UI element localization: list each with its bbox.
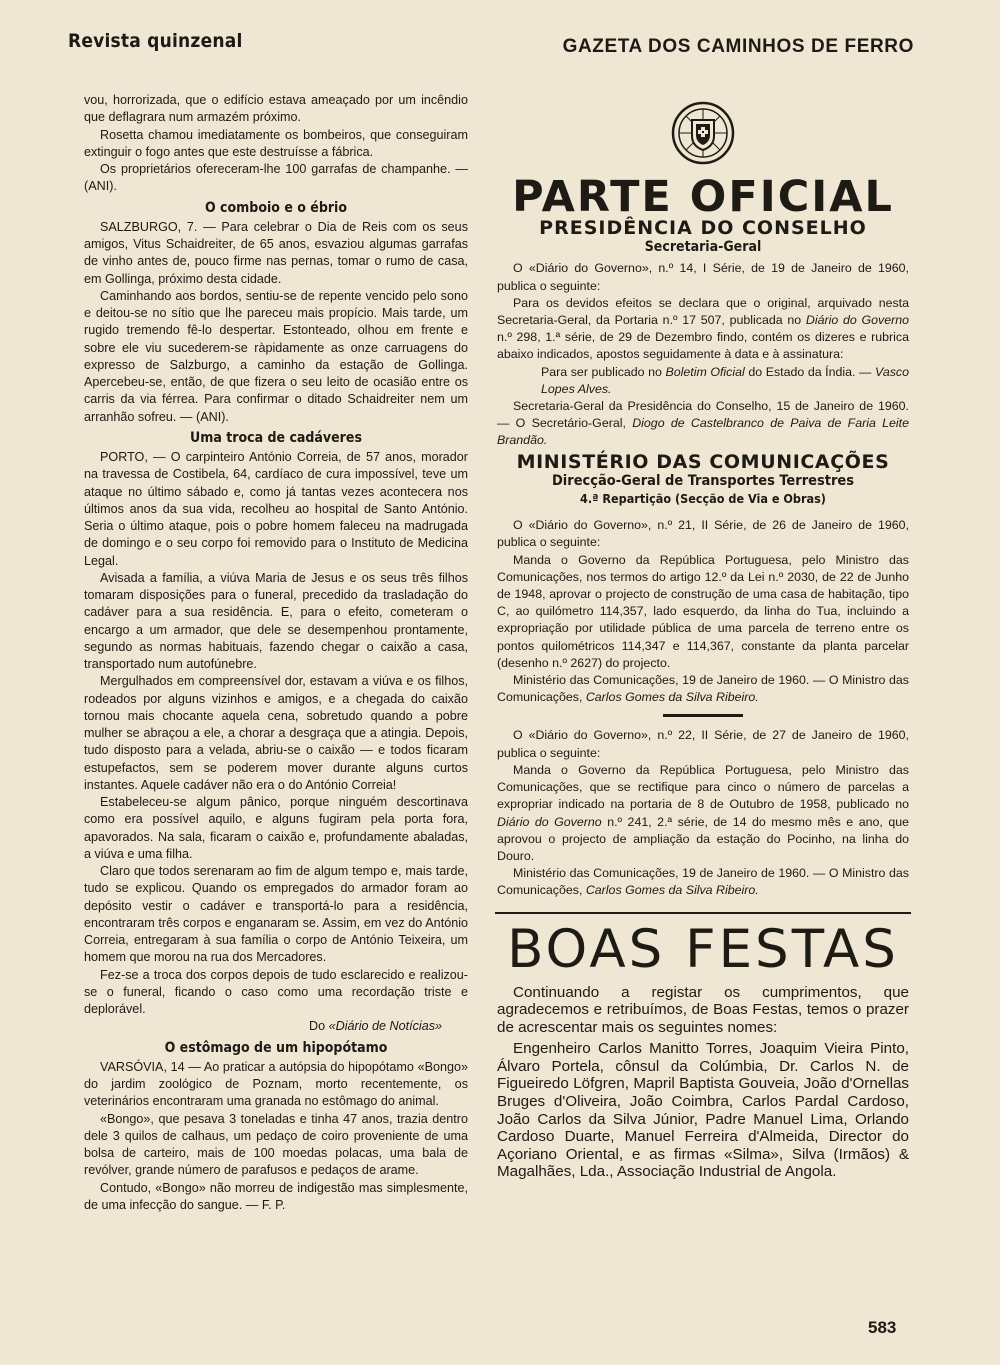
sig-source: «Diário de Notícias» bbox=[328, 1019, 442, 1034]
text: do Estado da Índia. — bbox=[744, 364, 876, 379]
text: Secretaria-Geral da Presidência do Conselho, 15 de Janeiro de 1960. — O Secretário-Geral, bbox=[497, 399, 909, 431]
coat-of-arms-emblem bbox=[670, 100, 736, 166]
division-heading: 4.ª Repartição (Secção de Via e Obras) bbox=[580, 491, 826, 507]
paragraph: «Bongo», que pesava 3 toneladas e tinha 47 anos, trazia dentro dele 3 quilos de calhaus, um pedaço de coiro proveniente de uma bolsa de carteiro, mais de 100 moedas polacas, uma bala de revólver, grande número de parafusos e pedaços de arame. bbox=[84, 1111, 468, 1178]
italic-text: Boletim Oficial bbox=[665, 364, 745, 379]
text: Para os devidos efeitos se declara que o original, arquivado nesta Secretaria-Geral, da Portaria n.º 17 507, publicada no bbox=[497, 295, 909, 328]
divider bbox=[495, 912, 911, 914]
italic-text: Diário do Governo bbox=[497, 814, 602, 829]
separator-rule bbox=[663, 714, 743, 717]
paragraph: Engenheiro Carlos Manitto Torres, Joaquim Vieira Pinto, Álvaro Portela, cônsul da Colúmbia, Dr. Carlos N. de Figueiredo Löfgren, Mapril Baptista Gouveia, João d'Ornellas Bruges d'Oliveira, João Coimbra, Carlos Pardal Cardoso, João Carlos da Silva Júnior, Padre Manuel Lima, Orlando Cardoso Duarte, Manuel Ferreira d'Almeida, Director do Açoriano Oriental, e as firmas «Silma», Silva (Irmãos) & Magalhães, Lda., Associação Industrial de Angola. bbox=[497, 1040, 909, 1181]
paragraph: Mergulhados em compreensível dor, estavam a viúva e os filhos, rodeados por alguns vizinhos e amigos, e a chegada do caixão tornou mais chocante aquela cena, sobretudo quando a pobre mulher se abraçou a ele, a chorar a desgraça que a atingia. Depois, tudo disposto para a velada, abriu-se o caixão — e todos ficaram estupefactos, sem se poderem mover durante alguns curtos instantes. Aquele cadáver não era o do António Correia! bbox=[84, 674, 468, 792]
sig-prefix: Do bbox=[308, 1019, 329, 1034]
right-column bbox=[497, 96, 909, 1181]
paragraph: Manda o Governo da República Portuguesa, pelo Ministro das Comunicações, nos termos do artigo 12.º da Lei n.º 2030, de 22 de Junho de 1948, aprovar o projecto de construção de uma casa de habitação, tipo C, ao quilómetro 114,357, lado esquerdo, da linha do Tua, incluindo a expropriação por utilidade pública de uma parcela de terreno entre os pontos quilométricos 114,347 e 114,367, constante da planta parcelar (desenho n.º 2627) do projecto. bbox=[497, 552, 909, 670]
paragraph: Claro que todos serenaram ao fim de algum tempo e, mais tarde, tudo se explicou. Quando os empregados do armador foram ao depósito vestir o cadáver e transportá-lo para a residência, encontraram três corpos e enganaram se. Assim, em vez do António Correia, entregaram à sua família o corpo de António Teixeira, um homem que morou na rua dos Mercadores. bbox=[84, 864, 468, 965]
paragraph: PORTO, — O carpinteiro António Correia, de 57 anos, morador na travessa de Costibela, 64, cardíaco de cura impossível, teve um ataque no último sábado e, como já tantas vezes acontecera nos últimos anos da sua vida, recolheu ao hospital de Santo António. Seria o último ataque, pois o pobre homem faleceu na madrugada de domingo e o seu corpo foi removido para o Instituto de Medicina Legal. bbox=[84, 450, 468, 568]
paragraph: Caminhando aos bordos, sentiu-se de repente vencido pelo sono e deitou-se no sítio que lhe pareceu mais propício. Mais tarde, um rugido tremendo fê-lo despertar. Estonteado, olhou em frente e sobre ele viu sucederem-se ràpidamente as onze carruagens do expresso de Salzburgo, a caminho da estação de Gollinga. Apercebeu-se, então, de que fizera o seu leito de ocasião entre os carris da via férrea. Para confirmar o ditado Schaidreiter nem um arranhão sofreu. — (ANI). bbox=[84, 288, 468, 424]
italic-text: Carlos Gomes da Silva Ribeiro. bbox=[585, 690, 759, 705]
paragraph: SALZBURGO, 7. — Para celebrar o Dia de Reis com os seus amigos, Vitus Schaidreiter, de 65 anos, esvaziou algumas garrafas de vinho antes de, pouco firme nas pernas, tomar o rumo de casa, em Gollinga, próximo desta cidade. bbox=[84, 219, 468, 286]
journal-label: Revista quinzenal bbox=[68, 30, 243, 52]
paragraph: vou, horrorizada, que o edifício estava ameaçado por um incêndio que deflagrara num armazém próximo. bbox=[84, 93, 468, 125]
paragraph bbox=[497, 762, 909, 865]
italic-text: Vasco Lopes Alves. bbox=[541, 364, 909, 396]
section-heading: O estômago de um hipopótamo bbox=[164, 1039, 388, 1056]
paragraph: Rosetta chamou imediatamente os bombeiros, que conseguiram extinguir o fogo antes que este destruísse a fábrica. bbox=[84, 127, 468, 159]
quoted-paragraph bbox=[497, 364, 909, 398]
paragraph: O «Diário do Governo», n.º 22, II Série, de 27 de Janeiro de 1960, publica o seguinte: bbox=[497, 728, 909, 760]
paragraph bbox=[497, 295, 909, 364]
source-signature bbox=[84, 1018, 468, 1035]
italic-text: Diogo de Castelbranco de Paiva de Faria Leite Brandão. bbox=[497, 416, 909, 448]
paragraph bbox=[497, 672, 909, 706]
paragraph: Estabeleceu-se algum pânico, porque ninguém descortinava como era possível aquilo, e alguns fugiram pela porta fora, apavorados. Na sala, ficaram o caixão e, profundamente abaladas, a viúva e uma filha. bbox=[84, 795, 468, 861]
italic-text: Carlos Gomes da Silva Ribeiro. bbox=[585, 883, 759, 898]
boas-festas-title: BOAS FESTAS bbox=[507, 918, 899, 980]
paragraph: VARSÓVIA, 14 — Ao praticar a autópsia do hipopótamo «Bongo» do jardim zoológico de Poznam, morto recentemente, os veterinários encontraram uma granada no estômago do animal. bbox=[84, 1059, 468, 1109]
department-heading: Secretaria-Geral bbox=[644, 239, 762, 256]
section-heading: O comboio e o ébrio bbox=[204, 199, 348, 216]
text: Manda o Governo da República Portuguesa, pelo Ministro das Comunicações, que se rectifique para cinco o número de parcelas a expropriar indicado na portaria de 8 de Outubro de 1958, publicado no bbox=[497, 762, 909, 812]
text: Ministério das Comunicações, 19 de Janeiro de 1960. — O Ministro das Comunicações, bbox=[497, 866, 909, 898]
text: n.º 241, 2.ª série, de 14 do mesmo mês e ano, que aprovou o projecto de ampliação da estação do Pocinho, na linha do Douro. bbox=[497, 814, 909, 863]
paragraph: Fez-se a troca dos corpos depois de tudo esclarecido e realizou-se o funeral, ficando o caso como uma recordação triste e deplorável. bbox=[84, 967, 468, 1016]
paragraph: O «Diário do Governo», n.º 21, II Série, de 26 de Janeiro de 1960, publica o seguinte: bbox=[497, 518, 909, 550]
paragraph: O «Diário do Governo», n.º 14, I Série, de 19 de Janeiro de 1960, publica o seguinte: bbox=[497, 261, 909, 293]
text: Para ser publicado no bbox=[541, 364, 666, 379]
text: Ministério das Comunicações, 19 de Janeiro de 1960. — O Ministro das Comunicações, bbox=[497, 673, 909, 705]
page-number: 583 bbox=[868, 1318, 897, 1337]
section-heading: Uma troca de cadáveres bbox=[190, 429, 362, 446]
paragraph: Avisada a família, a viúva Maria de Jesus e os seus três filhos tomaram disposições para o funeral, precedido da trasladação do cadáver para a sua residência. E, para o efeito, cometeram o encargo a um armador, que dele se desempenhou prontamente, segundo as normas habituais, fazendo chegar o caixão a casa, transportado num autofúnebre. bbox=[84, 570, 468, 671]
ministry-heading: MINISTÉRIO DAS COMUNICAÇÕES bbox=[516, 450, 890, 473]
paragraph: Os proprietários ofereceram-lhe 100 garrafas de champanhe. — (ANI). bbox=[84, 162, 468, 194]
paragraph bbox=[497, 865, 909, 899]
ministry-heading: PRESIDÊNCIA DO CONSELHO bbox=[539, 217, 867, 239]
department-heading: Direcção-Geral de Transportes Terrestres bbox=[551, 472, 855, 489]
paragraph bbox=[497, 398, 909, 450]
paragraph: Contudo, «Bongo» não morreu de indigestão mas simplesmente, de uma infecção do sangue. — F. P. bbox=[84, 1180, 468, 1212]
italic-text: Diário do Governo bbox=[805, 313, 909, 328]
journal-title: GAZETA DOS CAMINHOS DE FERRO bbox=[562, 36, 914, 57]
paragraph: Continuando a registar os cumprimentos, que agradecemos e retribuímos, de Boas Festas, temos o prazer de acrescentar mais os seguintes nomes: bbox=[497, 983, 909, 1036]
text: n.º 298, 1.ª série, de 29 de Dezembro findo, contém os dizeres e rubrica abaixo indicados, apostos seguidamente à data e à assinatura: bbox=[497, 330, 909, 362]
left-column bbox=[84, 92, 468, 1214]
section-title: PARTE OFICIAL bbox=[512, 172, 894, 222]
